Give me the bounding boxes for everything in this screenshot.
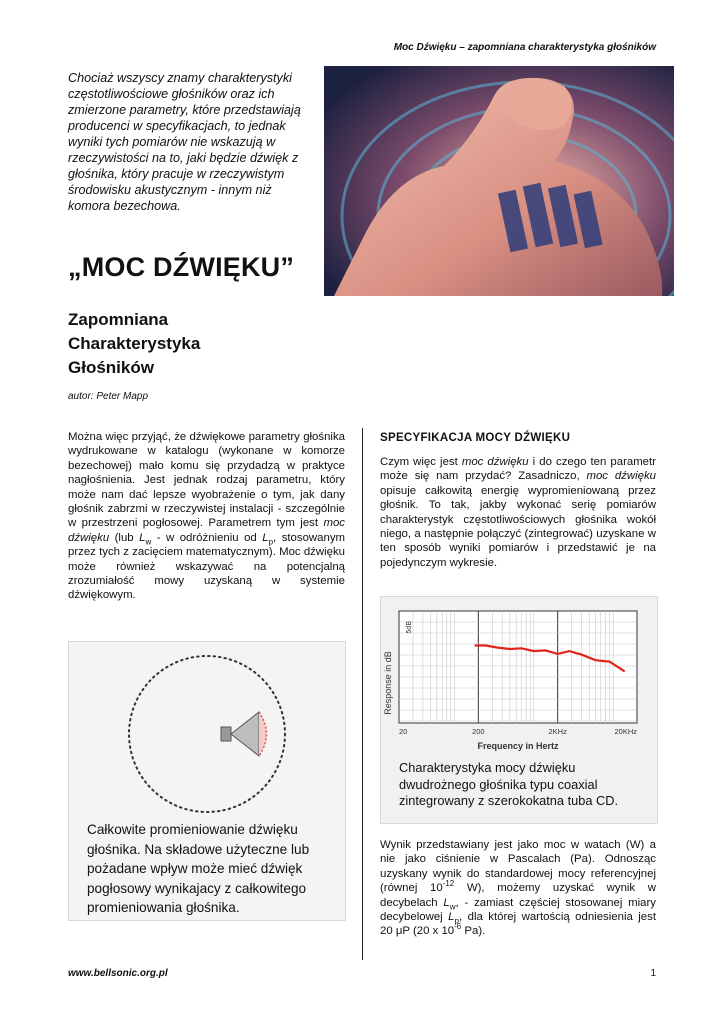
chart-x-tick-label: 20KHz: [614, 727, 637, 736]
speaker-magnet-icon: [221, 727, 231, 741]
figure-power-response-chart: [380, 596, 658, 824]
article-title: „MOC DŹWIĘKU”: [68, 252, 295, 282]
figure1-caption: Całkowite promieniowanie dźwięku głośnika. Na składowe użyteczne lub pożadane wpływ może mieć dźwięk pogłosowy wynikajacy z całkowitego promieniowania głośnika.: [87, 822, 310, 915]
radiation-diagram-graphic: [69, 642, 345, 822]
chart-x-tick-label: 2KHz: [548, 727, 567, 736]
chart-plot-area: [399, 611, 637, 723]
column-divider: [362, 428, 363, 960]
power-response-chart: [381, 597, 657, 757]
author-line: autor: Peter Mapp: [68, 391, 149, 402]
footer-website: www.bellsonic.org.pl: [68, 968, 168, 979]
figure2-caption: Charakterystyka mocy dźwięku dwudrożnego głośnika typu coaxial zintegrowany z szerokokatna tuba CD.: [399, 760, 619, 808]
running-header: Moc Dźwięku – zapomniana charakterystyka głośników: [393, 42, 656, 53]
chart-x-axis-label: Frequency in Hertz: [477, 741, 559, 751]
speaker-cone-icon: [231, 712, 259, 756]
chart-x-tick-label: 200: [472, 727, 485, 736]
left-column-paragraph: Można więc przyjąć, że dźwiękowe parametry głośnika wydrukowane w katalogu (wykonane w komorze bezechowej) mało komu się przydadzą w praktyce nagłośnienia. Jest jednak rodzaj parametru, który może nam dać lepsze wyobrażenie o tym, jak dany głośnik zabrzmi w rzeczywistej instalacji - szczególnie w przestrzeni pogłosowej. Parametrem tym jest moc dźwięku (lub $L_w$ - w odróżnieniu od $L_p$, stosowanym przez tych z zacięciem matematycznym). Moc dźwięku może również wskazywać na potencjalną zrozumiałość mowy uzyskaną w systemie dźwiękowym.: [68, 431, 345, 602]
page-number: 1: [650, 968, 656, 979]
chart-x-tick-label: 20: [399, 727, 408, 736]
chart-y-axis-label: Response in dB: [383, 651, 393, 715]
right-column-paragraph-2: Wynik przedstawiany jest jako moc w watach (W) a nie jako ciśnienie w Pascalach (Pa). Odnosząc uzyskany wynik do standardowej mocy referencyjnej (równej $10^{-12}$ W), możemy uzyskać wynik w decybelach $L_w$, - zamiast częściej stosowanej miary decybelowej $L_p$, dla której wartością odniesienia jest 20 μP (20 x $10^{-6}$ Pa).: [380, 839, 657, 938]
chart-scale-marker: 5dB: [406, 621, 413, 634]
right-column-paragraph-1: Czym więc jest moc dźwięku i do czego ten parametr może się nam przydać? Zasadniczo, moc dźwięku opisuje całkowitą energię wypromieniowaną przez głośnik. To tak, jakby wykonać serię pomiarów charakterystyk częstotliwościowych głośnika wokół niego, a następnie połączyć (zintegrować) uzyskane w ten sposób wyniki pomiarów i przedstawić je na pojedynczym wykresie.: [380, 456, 656, 569]
figure-radiation-diagram: [68, 641, 346, 921]
section-heading: SPECYFIKACJA MOCY DŹWIĘKU: [380, 432, 571, 444]
article-subtitle: Zapomniana Charakterystyka Głośników: [68, 310, 201, 377]
hero-image-flexed-arm: [324, 66, 674, 296]
intro-paragraph: Chociaż wszyscy znamy charakterystyki częstotliwościowe głośników oraz ich zmierzone parametry, które przedstawiają producenci w specyfikacjach, to jednak wyniki tych pomiarów nie wskazują w rzeczywistości na to, jaki będzie dźwięk z głośnika, który pracuje w rzeczywistym środowisku akustycznym - innym niż komora bezechowa.: [68, 71, 301, 213]
